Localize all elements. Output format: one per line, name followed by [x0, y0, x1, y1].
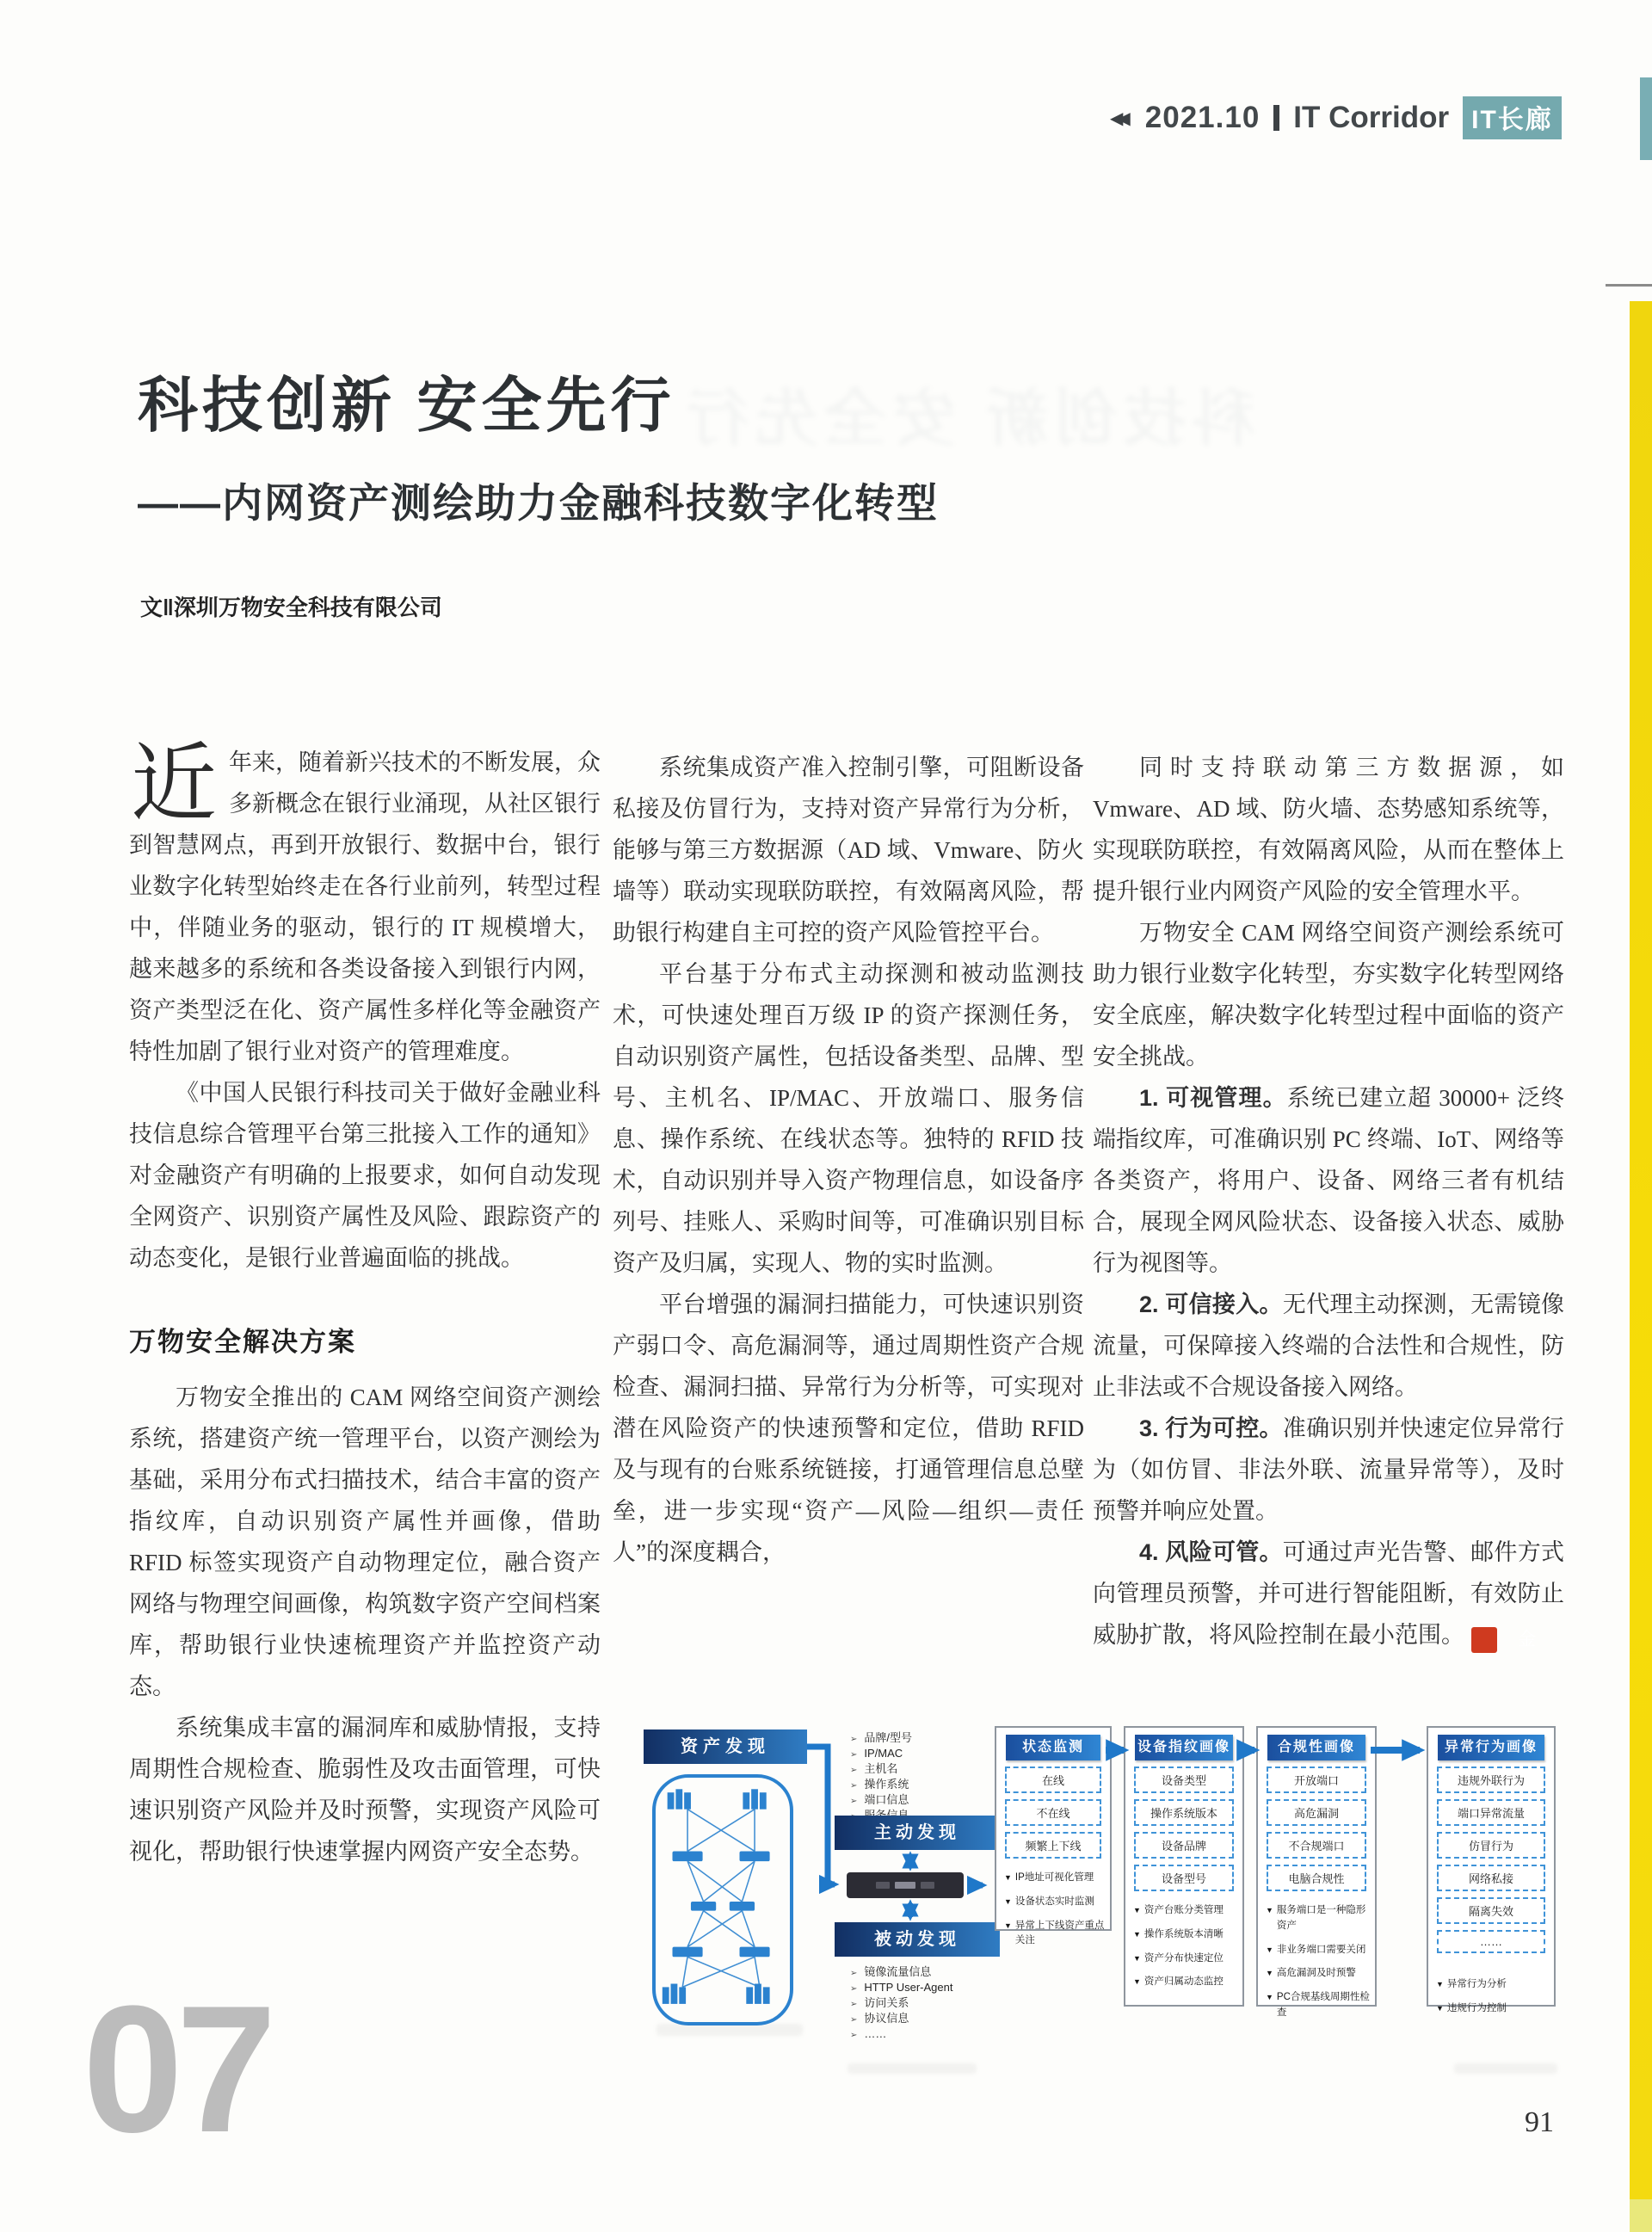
note-text: 服务端口是一种隐形资产 [1276, 1905, 1366, 1931]
panel-note [1436, 2001, 1549, 2017]
panel-note [1266, 1943, 1370, 1958]
point-lead: 3. 行为可控。 [1139, 1415, 1283, 1441]
book-edge-strip-tail [1630, 2199, 1652, 2232]
panel-item: 操作系统版本 [1134, 1799, 1234, 1826]
panel-notes [1258, 1891, 1375, 2030]
triangle-bullet-icon [1266, 1966, 1273, 1982]
point-text: 无代理主动探测，无需镜像流量，可保障接入终端的合法性和合规性，防止非法或不合规设备接入网络。 [1093, 1292, 1564, 1400]
panel-item: 在线 [1005, 1766, 1101, 1793]
column-3 [1093, 747, 1564, 1656]
point-lead: 1. 可视管理。 [1139, 1085, 1287, 1111]
point-text: 系统已建立超 30000+ 泛终端指纹库，可准确识别 PC 终端、IoT、网络等各类资产，将用户、设备、网络三者有机结合，展现全网风险状态、设备接入状态、威胁行为视图等。 [1093, 1085, 1564, 1276]
note-text: 违规行为控制 [1446, 2002, 1507, 2013]
page-number: 91 [1525, 2106, 1554, 2138]
list-item-label: IP/MAC [864, 1747, 903, 1760]
list-item [850, 1793, 979, 1809]
triangle-bullet-icon [1436, 2001, 1444, 2017]
panel-item: …… [1437, 1930, 1545, 1953]
note-text: 资产分布快速定位 [1143, 1952, 1224, 1964]
note-text: 异常行为分析 [1446, 1979, 1507, 1989]
section-heading: 万物安全解决方案 [129, 1327, 356, 1357]
arrow-bullet-icon [850, 1747, 857, 1762]
panel-note [1004, 1919, 1105, 1950]
panel-item: 网络私接 [1437, 1865, 1545, 1891]
paragraph: 同时支持联动第三方数据源，如 Vmware、AD 域、防火墙、态势感知系统等，实现联防联控，有效隔离风险，从而在整体上提升银行业内网资产风险的安全管理水平。 [1093, 755, 1564, 904]
triangle-bullet-icon [1004, 1919, 1012, 1950]
list-item-label: 品牌/型号 [864, 1731, 913, 1744]
list-item [850, 1981, 964, 1996]
list-item [850, 2027, 964, 2043]
note-text: 异常上下线资产重点关注 [1014, 1920, 1105, 1946]
triangle-bullet-icon [1133, 1903, 1141, 1919]
print-bleed-ghost: 科技创新 安全先行 [680, 385, 1255, 453]
panel-note [1266, 1990, 1370, 2021]
edge-color-tab [1640, 77, 1652, 160]
panel-note [1004, 1871, 1105, 1886]
triangle-bullet-icon [1266, 1990, 1273, 2021]
cam-appliance-image [847, 1872, 964, 1898]
passive-discovery-attributes [850, 1965, 964, 2043]
arrow-bullet-icon [850, 1762, 857, 1778]
panel-item: 仿冒行为 [1437, 1832, 1545, 1859]
note-text: 资产台账分类管理 [1143, 1905, 1224, 1915]
cam-architecture-diagram [637, 1719, 1563, 2099]
list-item [850, 1996, 964, 2012]
active-discovery-header: 主动发现 [835, 1816, 1000, 1850]
note-text: 非业务端口需要关闭 [1276, 1944, 1366, 1955]
panel-title: 设备指纹画像 [1135, 1735, 1233, 1760]
panel-item: 高危漏洞 [1267, 1799, 1366, 1826]
paragraph [1093, 1532, 1564, 1656]
section-badge: IT长廊 [1463, 96, 1562, 139]
divider-bar [1273, 105, 1279, 131]
panel-abnormal-behavior [1427, 1726, 1556, 2013]
note-text: IP地址可视化管理 [1014, 1872, 1094, 1883]
rewind-icon: ◀◀ [1110, 108, 1125, 128]
column-1 [129, 737, 601, 1872]
point-text: 可通过声光告警、邮件方式向管理员预警，并可进行智能阻断，有效防止威胁扩散，将风险控制在最小范围。 [1093, 1539, 1564, 1648]
list-item [850, 1762, 979, 1778]
panel-item: 设备型号 [1134, 1865, 1234, 1891]
list-item-label: 操作系统 [864, 1778, 909, 1791]
panel-item: 违规外联行为 [1437, 1766, 1545, 1793]
book-edge-strip [1630, 301, 1652, 2203]
asset-discovery-header: 资产发现 [644, 1729, 807, 1764]
list-item [850, 1965, 964, 1981]
point-lead: 4. 风险可管。 [1139, 1539, 1283, 1565]
triangle-bullet-icon [1266, 1943, 1273, 1958]
panel-item: 端口异常流量 [1437, 1799, 1545, 1826]
article-title: 科技创新 安全先行 [138, 372, 675, 439]
panel-note [1133, 1975, 1237, 1990]
page-edge-mark [1606, 284, 1652, 287]
passive-discovery-header: 被动发现 [835, 1922, 1000, 1957]
network-topology-graphic [656, 1778, 790, 2022]
list-item-label: HTTP User-Agent [864, 1981, 953, 1994]
magazine-name: IT Corridor [1293, 101, 1450, 134]
triangle-bullet-icon [1133, 1975, 1141, 1990]
note-text: 操作系统版本清晰 [1143, 1928, 1224, 1939]
note-text: 高危漏洞及时预警 [1276, 1968, 1356, 1979]
arrow-bullet-icon [850, 1793, 857, 1809]
panel-item: 不合规端口 [1267, 1832, 1366, 1859]
list-item-label: 端口信息 [864, 1793, 909, 1806]
active-discovery-attributes [850, 1731, 979, 1824]
arrow-bullet-icon [850, 2027, 857, 2043]
arrow-bullet-icon [850, 2012, 857, 2027]
triangle-bullet-icon [1004, 1871, 1012, 1886]
triangle-bullet-icon [1004, 1895, 1012, 1910]
folio-watermark: 07 [83, 1968, 270, 2170]
list-item-label: …… [864, 2027, 887, 2040]
paragraph: 万物安全推出的 CAM 网络空间资产测绘系统，搭建资产统一管理平台，以资产测绘为基础，采用分布式扫描技术，结合丰富的资产指纹库，自动识别资产属性并画像，借助 RFID 标签实现资产自动物理定位，融合资产网络与物理空间画像，构筑数字资产空间档案库，帮助银行业快速梳理资产并监控资产动态。 [129, 1384, 601, 1699]
point-lead: 2. 可信接入。 [1139, 1292, 1283, 1317]
panel-device-fingerprint [1124, 1726, 1244, 2007]
panel-item: 频繁上下线 [1005, 1832, 1101, 1859]
panel-item: 隔离失效 [1437, 1897, 1545, 1924]
network-topology-box [652, 1774, 793, 2025]
triangle-bullet-icon [1436, 1977, 1444, 1993]
panel-title: 合规性画像 [1267, 1735, 1365, 1760]
paragraph [129, 737, 601, 1072]
panel-title: 异常行为画像 [1438, 1735, 1544, 1760]
panel-item: 设备类型 [1134, 1766, 1234, 1793]
drop-cap: 近 [131, 737, 217, 832]
byline: 文‖深圳万物安全科技有限公司 [140, 595, 442, 620]
panel-status-monitoring [995, 1726, 1112, 1946]
list-item [850, 1778, 979, 1793]
panel-note [1133, 1927, 1237, 1943]
paragraph [1093, 1408, 1564, 1532]
panel-notes [1428, 1953, 1554, 2025]
panel-compliance [1256, 1726, 1377, 2019]
paragraph [1093, 1284, 1564, 1408]
note-text: 资产归属动态监控 [1143, 1976, 1224, 1988]
arrow-bullet-icon [850, 1778, 857, 1793]
panel-title: 状态监测 [1006, 1735, 1100, 1760]
list-item [850, 1747, 979, 1762]
paragraph-text: 年来，随着新兴技术的不断发展，众多新概念在银行业涌现，从社区银行到智慧网点，再到开放银行、数据中台，银行业数字化转型始终走在各行业前列，转型过程中，伴随业务的驱动，银行的 IT 规模增大，越来越多的系统和各类设备接入到银行内网，资产类型泛在化、资产属性多样化等金融资产特性加剧了银行业对资产的管理难度。 [129, 749, 601, 1064]
panel-notes [996, 1859, 1110, 1958]
list-item [850, 1731, 979, 1747]
panel-note [1133, 1903, 1237, 1919]
paragraph: 系统集成丰富的漏洞库和威胁情报，支持周期性合规检查、脆弱性及攻击面管理，可快速识别资产风险并及时预警，实现资产风险可视化，帮助银行快速掌握内网资产安全态势。 [129, 1715, 601, 1865]
arrow-bullet-icon [850, 1965, 857, 1981]
panel-note [1266, 1966, 1370, 1982]
triangle-bullet-icon [1133, 1927, 1141, 1943]
paragraph [1093, 1077, 1564, 1284]
paragraph: 系统集成资产准入控制引擎，可阻断设备私接及仿冒行为，支持对资产异常行为分析，能够与第三方数据源（AD 域、Vmware、防火墙等）联动实现联防联控，有效隔离风险，帮助银行构建自主可控的资产风险管控平台。 [613, 755, 1084, 946]
column-2 [613, 747, 1084, 1573]
triangle-bullet-icon [1133, 1951, 1141, 1967]
panel-item: 设备品牌 [1134, 1832, 1234, 1859]
panel-item: 开放端口 [1267, 1766, 1366, 1793]
list-item-label: 主机名 [864, 1762, 898, 1775]
panel-item: 电脑合规性 [1267, 1865, 1366, 1891]
panel-note [1266, 1903, 1370, 1934]
page-header [1110, 96, 1562, 139]
paragraph: 平台基于分布式主动探测和被动监测技术，可快速处理百万级 IP 的资产探测任务，自动识别资产属性，包括设备类型、品牌、型号、主机名、IP/MAC、开放端口、服务信息、操作系统、在线状态等。独特的 RFID 技术，自动识别并导入资产物理信息，如设备序列号、挂账人、采购时间等，可准确识别目标资产及归属，实现人、物的实时监测。 [613, 961, 1084, 1276]
magazine-end-mark: 金 [1471, 1627, 1497, 1653]
arrow-bullet-icon [850, 1731, 857, 1747]
list-item-label: 协议信息 [864, 2012, 909, 2025]
panel-item: 不在线 [1005, 1799, 1101, 1826]
note-text: 设备状态实时监测 [1014, 1896, 1094, 1907]
paragraph: 万物安全 CAM 网络空间资产测绘系统可助力银行业数字化转型，夯实数字化转型网络安全底座，解决数字化转型过程中面临的资产安全挑战。 [1093, 920, 1564, 1070]
panel-note [1004, 1895, 1105, 1910]
list-item-label: 访问关系 [864, 1996, 909, 2009]
panel-note [1133, 1951, 1237, 1967]
paragraph: 《中国人民银行科技司关于做好金融业科技信息综合管理平台第三批接入工作的通知》对金融资产有明确的上报要求，如何自动发现全网资产、识别资产属性及风险、跟踪资产的动态变化，是银行业普遍面临的挑战。 [129, 1080, 601, 1271]
point-text: 准确识别并快速定位异常行为（如仿冒、非法外联、流量异常等），及时预警并响应处置。 [1093, 1415, 1564, 1524]
triangle-bullet-icon [1266, 1903, 1273, 1934]
arrow-bullet-icon [850, 1996, 857, 2012]
paragraph: 平台增强的漏洞扫描能力，可快速识别资产弱口令、高危漏洞等，通过周期性资产合规检查、漏洞扫描、异常行为分析等，可实现对潜在风险资产的快速预警和定位，借助 RFID 及与现有的台账系统链接，打通管理信息总壁垒，进一步实现“资产—风险—组织—责任人”的深度耦合， [613, 1292, 1084, 1565]
note-text: PC合规基线周期性检查 [1276, 1992, 1370, 2019]
article-subtitle: ——内网资产测绘助力金融科技数字化转型 [138, 480, 939, 526]
panel-notes [1125, 1891, 1242, 1999]
arrow-bullet-icon [850, 1981, 857, 1996]
list-item [850, 2012, 964, 2027]
panel-note [1436, 1977, 1549, 1993]
list-item-label: 镜像流量信息 [864, 1965, 932, 1978]
issue-date: 2021.10 [1144, 101, 1261, 134]
